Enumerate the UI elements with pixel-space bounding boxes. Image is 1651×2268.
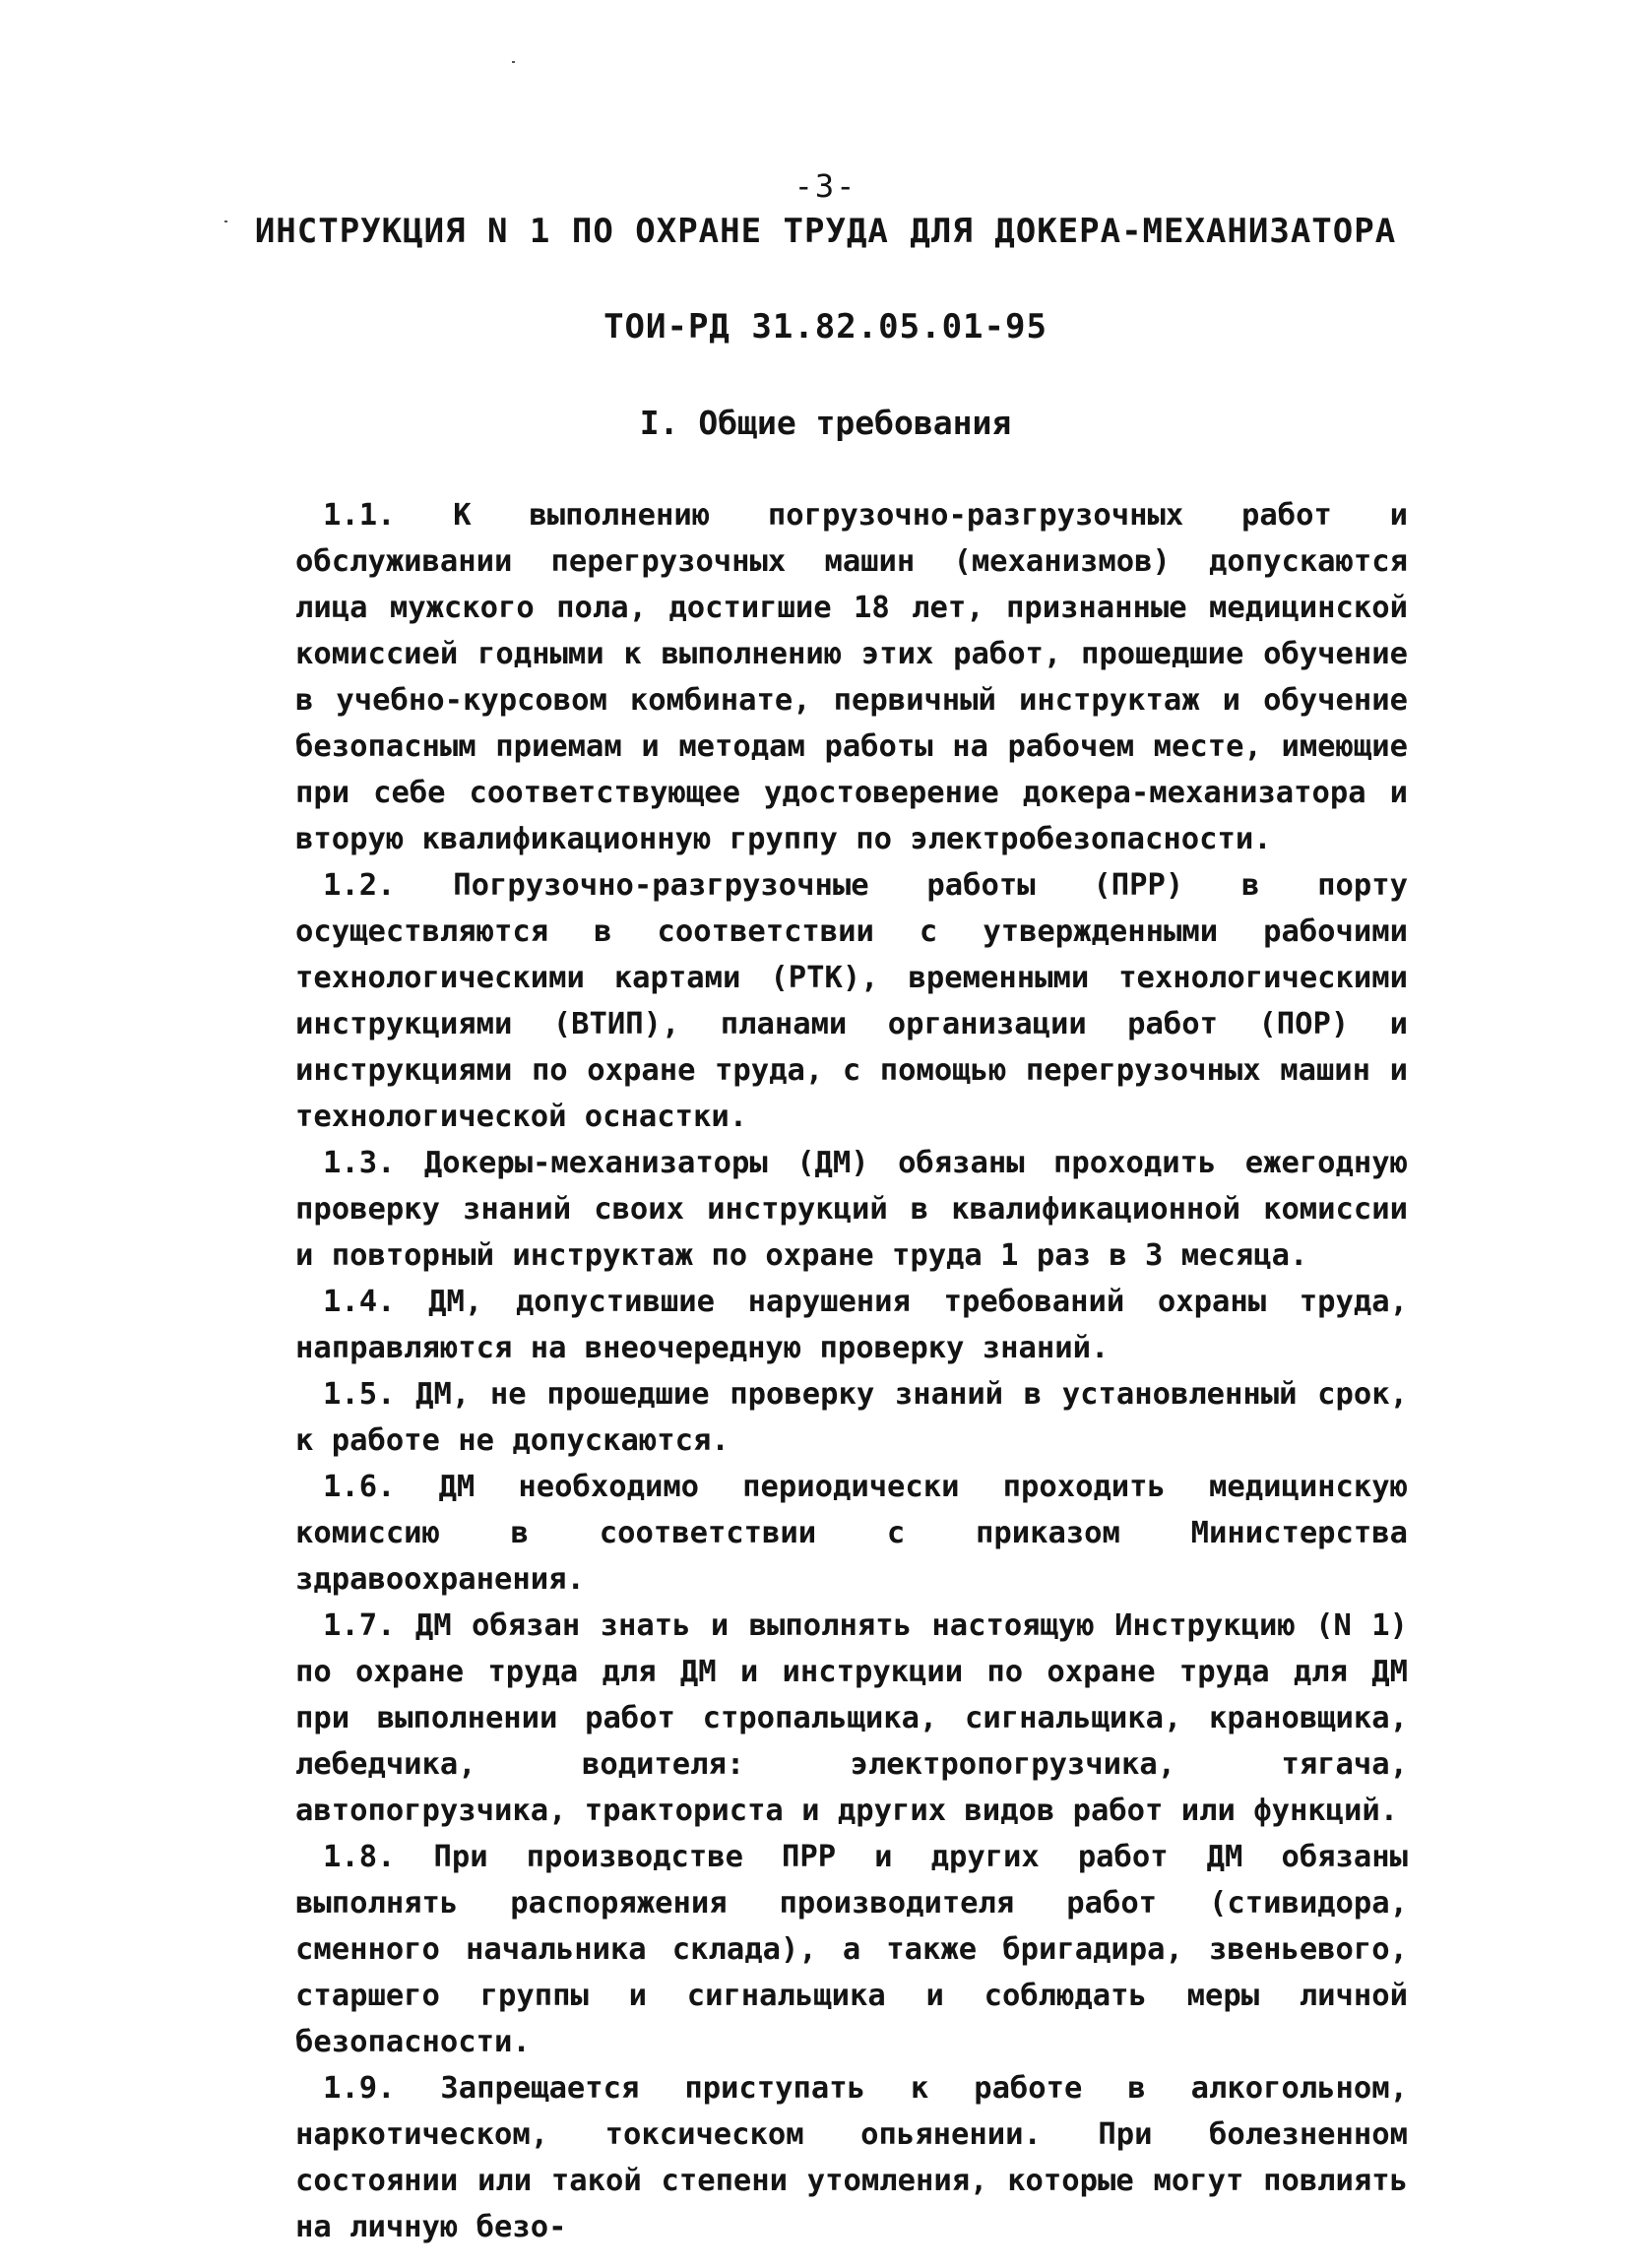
paragraph-1-9: 1.9. Запрещается приступать к работе в алкогольном, наркотическом, токсическом опьянении. При болезненном состоянии или такой степени утомления, которые могут повлиять на личную безо-	[295, 2071, 1408, 2244]
section-heading: I. Общие требования	[639, 404, 1012, 442]
document-code: ТОИ-РД 31.82.05.01-95	[603, 307, 1048, 346]
document-title: ИНСТРУКЦИЯ N 1 ПО ОХРАНЕ ТРУДА ДЛЯ ДОКЕРА-МЕХАНИЗАТОРА	[254, 212, 1397, 251]
paragraph-1-4: 1.4. ДМ, допустившие нарушения требований охраны труда, направляются на внеочередную проверку знаний.	[295, 1285, 1408, 1365]
page-number: -3-	[794, 167, 857, 205]
paragraph-1-2: 1.2. Погрузочно-разгрузочные работы (ПРР) в порту осуществляются в соответствии с утвержденными рабочими технологическими картами (РТК), временными технологическими инструкциями (ВТИП), планами организации работ (ПОР) и инструкциями по охране труда, с помощью перегрузочных машин и технологической оснастки.	[295, 868, 1408, 1134]
paragraph-1-6: 1.6. ДМ необходимо периодически проходить медицинскую комиссию в соответствии с приказом Министерства здравоохранения.	[295, 1470, 1408, 1597]
scan-speck	[512, 61, 515, 63]
document-body	[295, 492, 1408, 2250]
paragraph-1-7: 1.7. ДМ обязан знать и выполнять настоящую Инструкцию (N 1) по охране труда для ДМ и инструкции по охране труда для ДМ при выполнении работ стропальщика, сигнальщика, крановщика, лебедчика, водителя: электропогрузчика, тягача, автопогрузчика, тракториста и других видов работ или функций.	[295, 1608, 1408, 1828]
paragraph-1-3: 1.3. Докеры-механизаторы (ДМ) обязаны проходить ежегодную проверку знаний своих инструкций в квалификационной комиссии и повторный инструктаж по охране труда 1 раз в 3 месяца.	[295, 1146, 1408, 1273]
paragraph-1-5: 1.5. ДМ, не прошедшие проверку знаний в установленный срок, к работе не допускаются.	[295, 1377, 1408, 1458]
paragraph-1-8: 1.8. При производстве ПРР и других работ ДМ обязаны выполнять распоряжения производителя работ (стивидора, сменного начальника склада), а также бригадира, звеньевого, старшего группы и сигнальщика и соблюдать меры личной безопасности.	[295, 1840, 1408, 2059]
paragraph-1-1: 1.1. К выполнению погрузочно-разгрузочных работ и обслуживании перегрузочных машин (механизмов) допускаются лица мужского пола, достигшие 18 лет, признанные медицинской комиссией годными к выполнению этих работ, прошедшие обучение в учебно-курсовом комбинате, первичный инструктаж и обучение безопасным приемам и методам работы на рабочем месте, имеющие при себе соответствующее удостоверение докера-механизатора и вторую квалификационную группу по электробезопасности.	[295, 498, 1408, 856]
